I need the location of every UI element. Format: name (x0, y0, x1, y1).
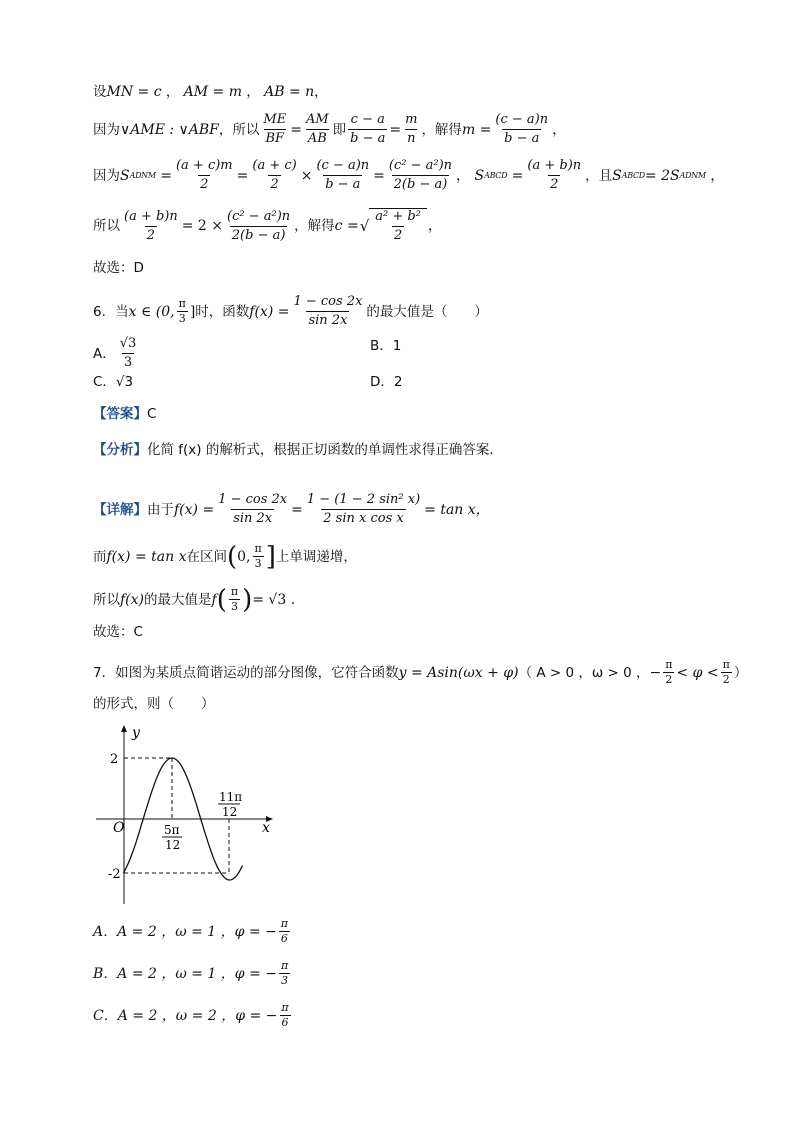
math: = √3 . (252, 591, 296, 608)
denominator: 6 (281, 1016, 289, 1029)
x1-denominator: 12 (165, 838, 181, 852)
q7-option-b (93, 960, 292, 987)
numerator: c − a (350, 112, 385, 127)
text: 上单调递增， (275, 548, 357, 565)
subscript: ADNM (679, 170, 706, 180)
fraction (525, 158, 583, 193)
denominator: AB (307, 131, 327, 146)
math: f(x) = (249, 303, 290, 320)
fraction (279, 1002, 290, 1029)
option-label: A． (93, 345, 116, 362)
bracket: ( (226, 541, 238, 572)
x-axis-label: x (262, 820, 270, 836)
fraction (118, 336, 139, 371)
math: f(x) (120, 591, 145, 608)
denominator: 2 (393, 228, 403, 243)
denominator: sin 2x (233, 511, 273, 526)
bracket: ] (189, 303, 196, 320)
fraction (229, 586, 240, 613)
x1-numerator: 5π (164, 823, 180, 837)
denominator: 2 (665, 673, 673, 686)
fraction (252, 543, 263, 570)
y-axis-label: y (132, 725, 140, 741)
text: 的最大值是（ ） (366, 303, 488, 320)
answer-value: C (147, 406, 157, 422)
math: ∨AME : ∨ABF (120, 121, 219, 138)
bracket: ) (242, 584, 253, 615)
numerator: √3 (119, 336, 137, 351)
text: ，解得 (294, 218, 335, 234)
numerator: (c − a)n (316, 158, 370, 173)
math: f(x) = tan x (106, 548, 187, 565)
x2-numerator: 11π (219, 790, 243, 804)
text: ，所以 (218, 121, 260, 138)
fraction (721, 659, 732, 686)
question-number: 6．当 (93, 303, 129, 320)
denominator: 2(b − a) (231, 227, 286, 243)
numerator: π (230, 585, 239, 598)
fraction (373, 209, 423, 244)
subscript: ABCD (484, 170, 508, 180)
text: 而 (93, 548, 107, 565)
denominator: b − a (350, 131, 386, 146)
numerator: π (280, 959, 289, 972)
question-6-stem (93, 294, 488, 329)
analysis-tag: 【分析】 (93, 442, 147, 458)
origin-label: O (113, 820, 125, 836)
square-root: √ $\frac{\text{a² + b²}}{2}$ (360, 208, 427, 244)
text: 所以 (93, 218, 120, 234)
option-text: D．2 (370, 374, 403, 390)
numerator: a² + b² (375, 209, 421, 224)
sine-graph (88, 722, 288, 907)
numerator: 1 − cos 2x (293, 294, 363, 309)
fraction (493, 112, 550, 147)
math: − (649, 664, 662, 681)
answer-line-c (93, 622, 143, 642)
numerator: π (665, 658, 673, 671)
text: 因为 (93, 167, 120, 184)
fraction (305, 492, 422, 527)
fraction (314, 158, 371, 193)
fraction (279, 960, 290, 987)
text: 在区间 (186, 548, 227, 565)
line-solve-c: 所以 $\frac{(a + b)n}{2}$ = 2 × $\frac{\text{(c² − a²)n}}{2(b - a)}$ ，解得 c = √ $\frac{\text{a² + b²}}{2}$ ， (93, 208, 442, 243)
text: 的最大值是 (144, 591, 212, 608)
denominator: b − a (504, 131, 540, 146)
denominator: n (407, 131, 416, 146)
numerator: 1 − cos 2x (218, 492, 288, 507)
comma: ， (242, 84, 265, 100)
subscript: ABCD (621, 170, 645, 180)
denominator: sin 2x (308, 313, 348, 328)
numerator: π (280, 917, 289, 930)
y-axis-arrow (121, 725, 127, 732)
numerator: (a + b)n (527, 158, 582, 173)
fraction (279, 918, 290, 945)
denominator: 2 (270, 177, 279, 192)
line-similar-triangles: 因为 ∨AME : ∨ABF ，所以 $\frac{ME}{BF}$ = $\frac{AM}{AB}$ 即 $\frac{c - a}{b - a}$ = $\frac{m}{n}$ ，解得 m = $\frac{(c - a)n}{b - a}$ ， (93, 112, 567, 146)
denominator: b − a (325, 177, 361, 192)
math: m = (461, 121, 492, 138)
math: MN = c (106, 84, 162, 100)
numerator: 1 − (1 − 2 sin² x) (306, 492, 421, 507)
numerator: (a + c) (252, 158, 297, 173)
detail-tag: 【详解】 (93, 501, 147, 518)
denominator: BF (265, 131, 285, 146)
numerator: (c² − a²)n (388, 158, 453, 173)
option-text: A．A = 2 ，ω = 1 ，φ = − (93, 923, 277, 940)
denominator: 3 (230, 600, 238, 613)
math: x ∈ (0, (128, 303, 175, 320)
math: 0, (237, 548, 251, 565)
denominator: 2 (200, 177, 209, 192)
text: 的形式，则（ ） (93, 696, 215, 712)
option-a (93, 336, 140, 371)
denominator: 2 (146, 227, 156, 243)
option-c (93, 372, 133, 392)
text: 时，函数 (195, 303, 250, 320)
numerator: π (254, 542, 262, 555)
option-text: C．√3 (93, 374, 134, 390)
answer-tag: 【答案】 (93, 406, 147, 422)
option-text: B．1 (370, 338, 402, 354)
math: c = (334, 218, 359, 234)
denominator: 2 sin x cos x (323, 511, 404, 526)
denominator: 2(b − a) (393, 177, 448, 192)
analysis-line (93, 440, 494, 460)
line-areas: 因为 S ADNM = $\frac{(a + c)m}{2}$ = $\frac{(a + c)}{2}$ × $\frac{(c - a)n}{b - a}$ = $\frac{\text{(c² − a²)n}}{2(b - a)}$ ， S ABCD = $\frac{(a + b)n}{2}$ ，且 S ABCD = 2S ADNM ， (93, 158, 725, 192)
numerator: π (722, 658, 730, 671)
denominator: 3 (281, 974, 289, 987)
fraction (250, 158, 298, 193)
denominator: 2 (550, 177, 559, 192)
text: 即 (332, 121, 347, 138)
math: S (612, 167, 622, 184)
numerator: (a + c)m (175, 158, 233, 173)
numerator: (a + b)n (124, 208, 178, 224)
fraction (225, 209, 292, 244)
math: AM = m (183, 84, 243, 100)
fraction (216, 492, 289, 527)
math: AB = n (264, 84, 315, 100)
fraction (348, 112, 387, 147)
numerator: (c² − a²)n (227, 208, 291, 224)
numerator: AM (305, 112, 329, 127)
math: y = Asin(ωx + φ) (398, 664, 519, 681)
monotonic-line (93, 543, 357, 570)
q7-option-c (93, 1002, 293, 1029)
line-set-variables (93, 82, 328, 102)
text: 故选：D (93, 260, 144, 276)
q7-option-a (93, 918, 292, 945)
fraction (663, 659, 674, 686)
answer-line-d (93, 258, 144, 278)
text: ，解得 (421, 121, 462, 138)
max-value-line (93, 586, 295, 613)
text: 所以 (93, 591, 120, 608)
math: f (211, 591, 217, 608)
question-7-stem-cont (93, 694, 215, 714)
option-text: C．A = 2 ，ω = 2 ，φ = − (93, 1007, 278, 1024)
option-text: B．A = 2 ，ω = 1 ，φ = − (93, 965, 277, 982)
option-d (370, 372, 402, 392)
answer-line (93, 404, 156, 424)
denominator: 3 (178, 312, 186, 325)
math: = tan x， (424, 501, 490, 518)
text: 由于 (147, 501, 174, 518)
math: = 2S (644, 167, 680, 184)
text: 因为 (93, 121, 120, 138)
text: 设 (93, 84, 107, 100)
x2-denominator: 12 (222, 805, 238, 819)
numerator: π (178, 297, 186, 310)
numerator: ME (263, 112, 287, 127)
fraction (304, 112, 331, 147)
y-min-label: -2 (108, 867, 121, 882)
fraction (261, 112, 288, 147)
fraction (387, 158, 454, 193)
text: ，且 (585, 167, 613, 184)
bracket: ] (265, 541, 276, 572)
text: ， (314, 84, 328, 100)
comma: ， (161, 84, 184, 100)
subscript: ADNM (129, 170, 156, 180)
denominator: 3 (254, 557, 262, 570)
fraction (403, 112, 419, 147)
denominator: 2 (722, 673, 730, 686)
math: S (474, 167, 485, 184)
option-b (370, 336, 401, 356)
math: f(x) = (174, 501, 215, 518)
math: = 2 × (181, 218, 224, 234)
numerator: m (405, 112, 418, 127)
denominator: 6 (280, 932, 288, 945)
fraction (177, 298, 188, 325)
text: （ A > 0 ，ω > 0 ， (518, 664, 650, 681)
text: 7．如图为某质点简谐运动的部分图像，它符合函数 (93, 664, 399, 681)
numerator: (c − a)n (495, 112, 549, 127)
text: 故选：C (93, 624, 143, 640)
fraction (174, 158, 235, 193)
numerator: π (281, 1001, 289, 1014)
denominator: 3 (123, 355, 133, 370)
fraction (291, 294, 364, 329)
y-max-label: 2 (110, 752, 119, 767)
analysis-text: 化简 f(x) 的解析式，根据正切函数的单调性求得正确答案. (147, 442, 494, 458)
question-7-stem (93, 659, 747, 686)
text: ） (733, 664, 748, 681)
math: < φ < (676, 664, 719, 681)
bracket: ( (216, 584, 227, 615)
math: S (120, 167, 130, 184)
fraction (122, 209, 180, 244)
detail-line: 【详解】 由于 f(x) = $\frac{1 - \cos 2x}{\sin 2x}$ = $\frac{\text{1 − (1 − 2 sin² x)}}{\text{2 sin x cos x}}$ = tan x， (93, 492, 490, 526)
